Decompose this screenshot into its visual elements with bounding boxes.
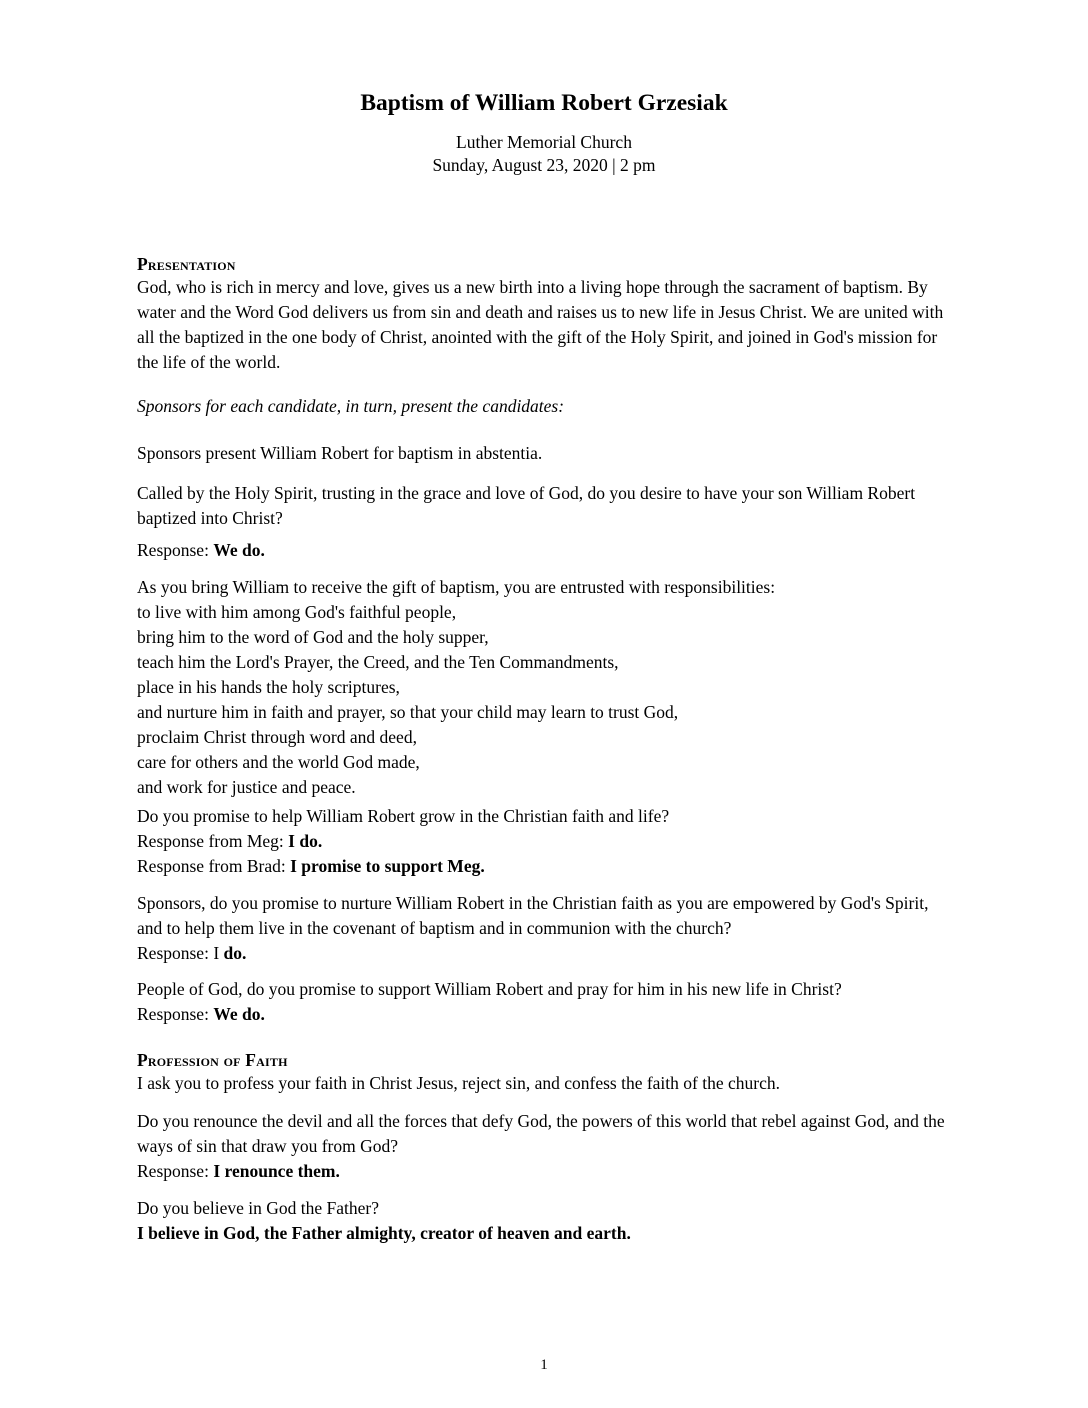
responsibility-line: place in his hands the holy scriptures, <box>137 677 400 697</box>
section-heading-profession: Profession of Faith <box>137 1050 288 1070</box>
question-sponsors-block <box>137 891 948 966</box>
responsibilities-block <box>137 575 948 800</box>
question-promise-block <box>137 804 948 879</box>
question-believe-block <box>137 1196 948 1246</box>
response-text: We do. <box>213 540 265 560</box>
response-label: Response from Meg: <box>137 831 289 851</box>
responsibility-line: and work for justice and peace. <box>137 777 356 797</box>
question-promise-grow: Do you promise to help William Robert grow in the Christian faith and life? <box>137 806 670 826</box>
response-text: I promise to support Meg. <box>290 856 485 876</box>
response-brad <box>137 854 948 879</box>
responsibility-line: and nurture him in faith and prayer, so that your child may learn to trust God, <box>137 702 679 722</box>
profession-intro: I ask you to profess your faith in Christ Jesus, reject sin, and confess the faith of the church. <box>137 1073 780 1093</box>
rubric-sponsors-present: Sponsors for each candidate, in turn, present the candidates: <box>137 396 565 416</box>
present-statement: Sponsors present William Robert for baptism in abstentia. <box>137 443 543 463</box>
response-sponsors <box>137 941 948 966</box>
responsibility-line: proclaim Christ through word and deed, <box>137 727 417 747</box>
response-meg <box>137 829 948 854</box>
responsibility-line: teach him the Lord's Prayer, the Creed, and the Ten Commandments, <box>137 652 619 672</box>
response-text: I do. <box>288 831 323 851</box>
presentation-intro-paragraph: God, who is rich in mercy and love, gives us a new birth into a living hope through the sacrament of baptism. By water and the Word God delivers us from sin and death and raises us to new life in Jesus Christ. We are united with all the baptized in the one body of Christ, anointed with the gift of the Holy Spirit, and joined in God's mission for the life of the world. <box>137 277 944 372</box>
page-number: 1 <box>540 1357 548 1373</box>
response-text: do. <box>223 943 247 963</box>
question-people-support: People of God, do you promise to support William Robert and pray for him in his new life in Christ? <box>137 979 842 999</box>
response-label: Response: <box>137 1161 214 1181</box>
responsibility-line: bring him to the word of God and the holy supper, <box>137 627 489 647</box>
document-body <box>137 254 948 1246</box>
document-header <box>0 0 1088 177</box>
question-renounce: Do you renounce the devil and all the forces that defy God, the powers of this world that rebel against God, and the ways of sin that draw you from God? <box>137 1111 945 1156</box>
responsibility-line: As you bring William to receive the gift of baptism, you are entrusted with responsibilities: <box>137 577 776 597</box>
creed-father-line: I believe in God, the Father almighty, creator of heaven and earth. <box>137 1223 631 1243</box>
question-renounce-block <box>137 1109 948 1184</box>
question-sponsors-nurture: Sponsors, do you promise to nurture William Robert in the Christian faith as you are empowered by God's Spirit, and to help them live in the covenant of baptism and in communion with the church? <box>137 893 929 938</box>
response-label: Response from Brad: <box>137 856 291 876</box>
response-desire <box>137 538 948 563</box>
document-title: Baptism of William Robert Grzesiak <box>360 90 728 116</box>
response-text: I renounce them. <box>213 1161 340 1181</box>
church-name: Luther Memorial Church <box>456 132 632 152</box>
response-text: We do. <box>213 1004 265 1024</box>
question-people-block <box>137 977 948 1027</box>
question-believe-father: Do you believe in God the Father? <box>137 1198 380 1218</box>
response-label: Response: <box>137 540 214 560</box>
responsibility-line: care for others and the world God made, <box>137 752 420 772</box>
question-desire-baptism: Called by the Holy Spirit, trusting in the grace and love of God, do you desire to have your son William Robert baptized into Christ? <box>137 483 916 528</box>
response-label: Response: I <box>137 943 224 963</box>
response-renounce <box>137 1159 948 1184</box>
section-heading-presentation: Presentation <box>137 254 236 274</box>
responsibility-line: to live with him among God's faithful people, <box>137 602 457 622</box>
response-people <box>137 1002 948 1027</box>
service-datetime: Sunday, August 23, 2020 | 2 pm <box>432 155 656 175</box>
response-label: Response: <box>137 1004 214 1024</box>
